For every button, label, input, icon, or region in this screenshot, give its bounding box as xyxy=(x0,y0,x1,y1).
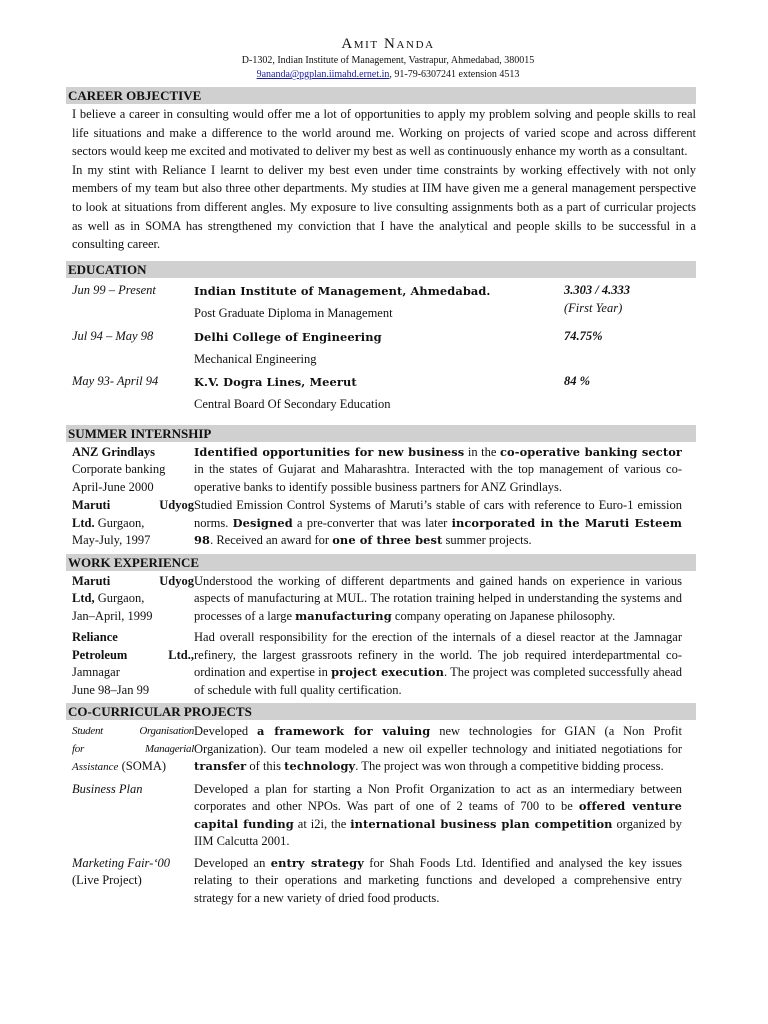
education-note: (First Year) xyxy=(564,300,623,315)
work-entry xyxy=(66,629,696,699)
education-score: 84 % xyxy=(564,373,591,388)
work-org-column xyxy=(66,573,194,626)
body-text: Developed a plan for starting a Non Profit Organization to act as an intermediary between corporates and other NPOs. Was part of one of 2 teams of 700 to be xyxy=(194,781,682,814)
education-row xyxy=(66,372,696,418)
work-org-column xyxy=(66,629,194,699)
education-institution: K.V. Dogra Lines, Meerut xyxy=(194,374,357,389)
work-org-line1: Reliance xyxy=(72,630,118,645)
education-row xyxy=(66,327,696,373)
emphasis-text: project execution xyxy=(331,665,444,680)
body-text: . The project was completed successfully ahead of schedule with full quality certification. xyxy=(194,665,683,697)
internship-description xyxy=(194,497,682,550)
work-description xyxy=(194,629,682,699)
body-text: organized by IIM Calcutta 2001. xyxy=(194,816,683,849)
work-org-line2: Petroleum Ltd., xyxy=(72,647,194,662)
project-title-column xyxy=(66,855,194,908)
project-entry xyxy=(66,723,696,777)
education-table xyxy=(66,281,696,420)
internship-place: Corporate banking xyxy=(72,462,166,477)
internship-description xyxy=(194,444,682,497)
emphasis-text: technology xyxy=(284,759,356,774)
body-text: Developed an xyxy=(194,855,271,870)
section-heading-work-experience: WORK EXPERIENCE xyxy=(66,554,696,571)
education-institution: Indian Institute of Management, Ahmedabad. xyxy=(194,283,491,298)
internship-org-column xyxy=(66,444,194,497)
section-heading-career-objective: CAREER OBJECTIVE xyxy=(66,87,696,104)
body-text: Understood the working of different departments and gained hands on experience in various aspects of manufacturing at MUL. The rotation training helped in understanding the systems and processes of a large xyxy=(194,573,682,623)
project-title-line1: Student Organisation xyxy=(72,725,194,738)
candidate-name: Amit Nanda xyxy=(341,36,435,52)
education-score: 3.303 / 4.333 xyxy=(564,282,630,297)
emphasis-text: one of three best xyxy=(332,533,443,548)
work-description xyxy=(194,573,682,626)
emphasis-text: co-operative banking sector xyxy=(500,444,682,459)
body-text: . The project was won through a competitive bidding process. xyxy=(355,759,664,774)
project-description xyxy=(194,781,682,851)
contact-line xyxy=(80,68,696,82)
education-date: Jun 99 – Present xyxy=(72,282,156,297)
internship-period: April-June 2000 xyxy=(72,479,154,494)
education-degree: Mechanical Engineering xyxy=(194,351,317,366)
body-text: Developed xyxy=(194,724,258,739)
internship-place: Gurgaon, xyxy=(94,515,145,530)
emphasis-text: offered venture capital funding xyxy=(194,799,682,831)
internship-entry xyxy=(66,444,696,497)
emphasis-text: incorporated in the Maruti Esteem 98 xyxy=(194,515,682,548)
work-place: Jamnagar xyxy=(72,665,120,680)
section-heading-summer-internship: SUMMER INTERNSHIP xyxy=(66,425,696,442)
project-title-column xyxy=(66,723,194,777)
work-org-line1: Maruti Udyog xyxy=(72,573,194,588)
section-heading-education: EDUCATION xyxy=(66,261,696,278)
body-text: Had overall responsibility for the erection of the internals of a diesel reactor at the Jamnagar refinery, the largest grassroots refinery in the world. The job required interdepartmental co-ordination and expertise in xyxy=(194,630,682,680)
project-title-line2: for Managerial xyxy=(72,742,194,755)
project-title-line3: Assistance xyxy=(72,761,119,774)
internship-org-column xyxy=(66,497,194,550)
emphasis-text: Designed xyxy=(232,515,293,530)
internship-org-line1: Maruti Udyog xyxy=(72,498,194,513)
education-date: May 93- April 94 xyxy=(72,373,159,388)
internship-period: May-July, 1997 xyxy=(72,533,151,548)
project-title-abbrev: (SOMA) xyxy=(118,759,167,774)
body-text: summer projects. xyxy=(442,533,532,548)
project-title: Business Plan xyxy=(72,781,143,796)
emphasis-text: manufacturing xyxy=(295,608,392,623)
resume-page xyxy=(66,34,696,907)
body-text: Studied Emission Control Systems of Maruti’s stable of cars with reference to Euro-1 emission norms. xyxy=(194,498,682,530)
career-paragraph-2: In my stint with Reliance I learnt to deliver my best even under time constraints by working effectively with not only members of my team but also three other departments. My studies at IIM have given me a general management perspective to look at situations from different angles. My exposure to live consulting assignments both as a part of curricular projects as well as in SOMA has strengthened my conviction that I have the analytical and people skills to be successful in a consulting career. xyxy=(72,162,696,252)
body-text: of this xyxy=(246,759,285,774)
education-institution: Delhi College of Engineering xyxy=(194,329,382,344)
internship-org: ANZ Grindlays xyxy=(72,444,156,459)
body-text: . Received an award for xyxy=(210,533,333,548)
body-text: for Shah Foods Ltd. Identified and analysed the key issues relating to their operations and marketing functions and developed a comprehensive entry strategy for a new variety of dried food products. xyxy=(194,855,682,905)
email-link[interactable]: 9ananda@pgplan.iimahd.ernet.in xyxy=(256,69,390,80)
emphasis-text: international business plan competition xyxy=(350,816,613,831)
project-description xyxy=(194,723,682,777)
internship-entry xyxy=(66,497,696,550)
work-place: Gurgaon, xyxy=(94,591,145,606)
body-text: in the states of Gujarat and Maharashtra. Interacted with the top management of various co-operative banks to identify possible business partners for ANZ Grindlays. xyxy=(194,462,682,494)
body-text: in the xyxy=(464,444,501,459)
project-title-column xyxy=(66,781,194,851)
address-line: D-1302, Indian Institute of Management, Vastrapur, Ahmedabad, 380015 xyxy=(241,55,535,66)
body-text: company operating on Japanese philosophy. xyxy=(391,608,616,623)
internship-org-line2: Ltd. xyxy=(72,515,95,530)
work-org-line2: Ltd, xyxy=(72,591,95,606)
body-text: a pre-converter that was later xyxy=(292,515,452,530)
work-period: Jan–April, 1999 xyxy=(72,608,153,623)
work-entry xyxy=(66,573,696,626)
project-entry xyxy=(66,781,696,851)
education-degree: Central Board Of Secondary Education xyxy=(194,396,391,411)
emphasis-text: entry strategy xyxy=(270,855,364,870)
education-score: 74.75% xyxy=(564,328,603,343)
project-subtitle: (Live Project) xyxy=(72,873,142,888)
work-period: June 98–Jan 99 xyxy=(72,682,150,697)
education-date: Jul 94 – May 98 xyxy=(72,328,154,343)
education-degree: Post Graduate Diploma in Management xyxy=(194,305,393,320)
emphasis-text: transfer xyxy=(194,759,247,774)
career-paragraph-1: I believe a career in consulting would offer me a lot of opportunities to apply my problem solving and people skills to real life situations and make a difference to the world around me. Working on projects of varied scope and across different sectors would keep me excited and motivated to deliver my best as well as continuously enhance my worth as a consultant. xyxy=(72,107,696,159)
project-description xyxy=(194,855,682,908)
project-title: Marketing Fair-‘00 xyxy=(72,855,170,870)
body-text: , the xyxy=(323,816,351,831)
project-entry xyxy=(66,855,696,908)
body-text: at i2i xyxy=(293,816,324,831)
emphasis-text: Identified opportunities for new business xyxy=(194,444,465,459)
phone-text: , 91-79-6307241 extension 4513 xyxy=(389,69,520,80)
section-heading-co-curricular-projects: CO-CURRICULAR PROJECTS xyxy=(66,703,696,720)
emphasis-text: a framework for valuing xyxy=(257,724,431,739)
body-text: new technologies for GIAN (a Non Profit Organization). Our team modeled a new oil expeller technology and initiated negotiations for xyxy=(194,724,682,756)
education-row xyxy=(66,281,696,327)
